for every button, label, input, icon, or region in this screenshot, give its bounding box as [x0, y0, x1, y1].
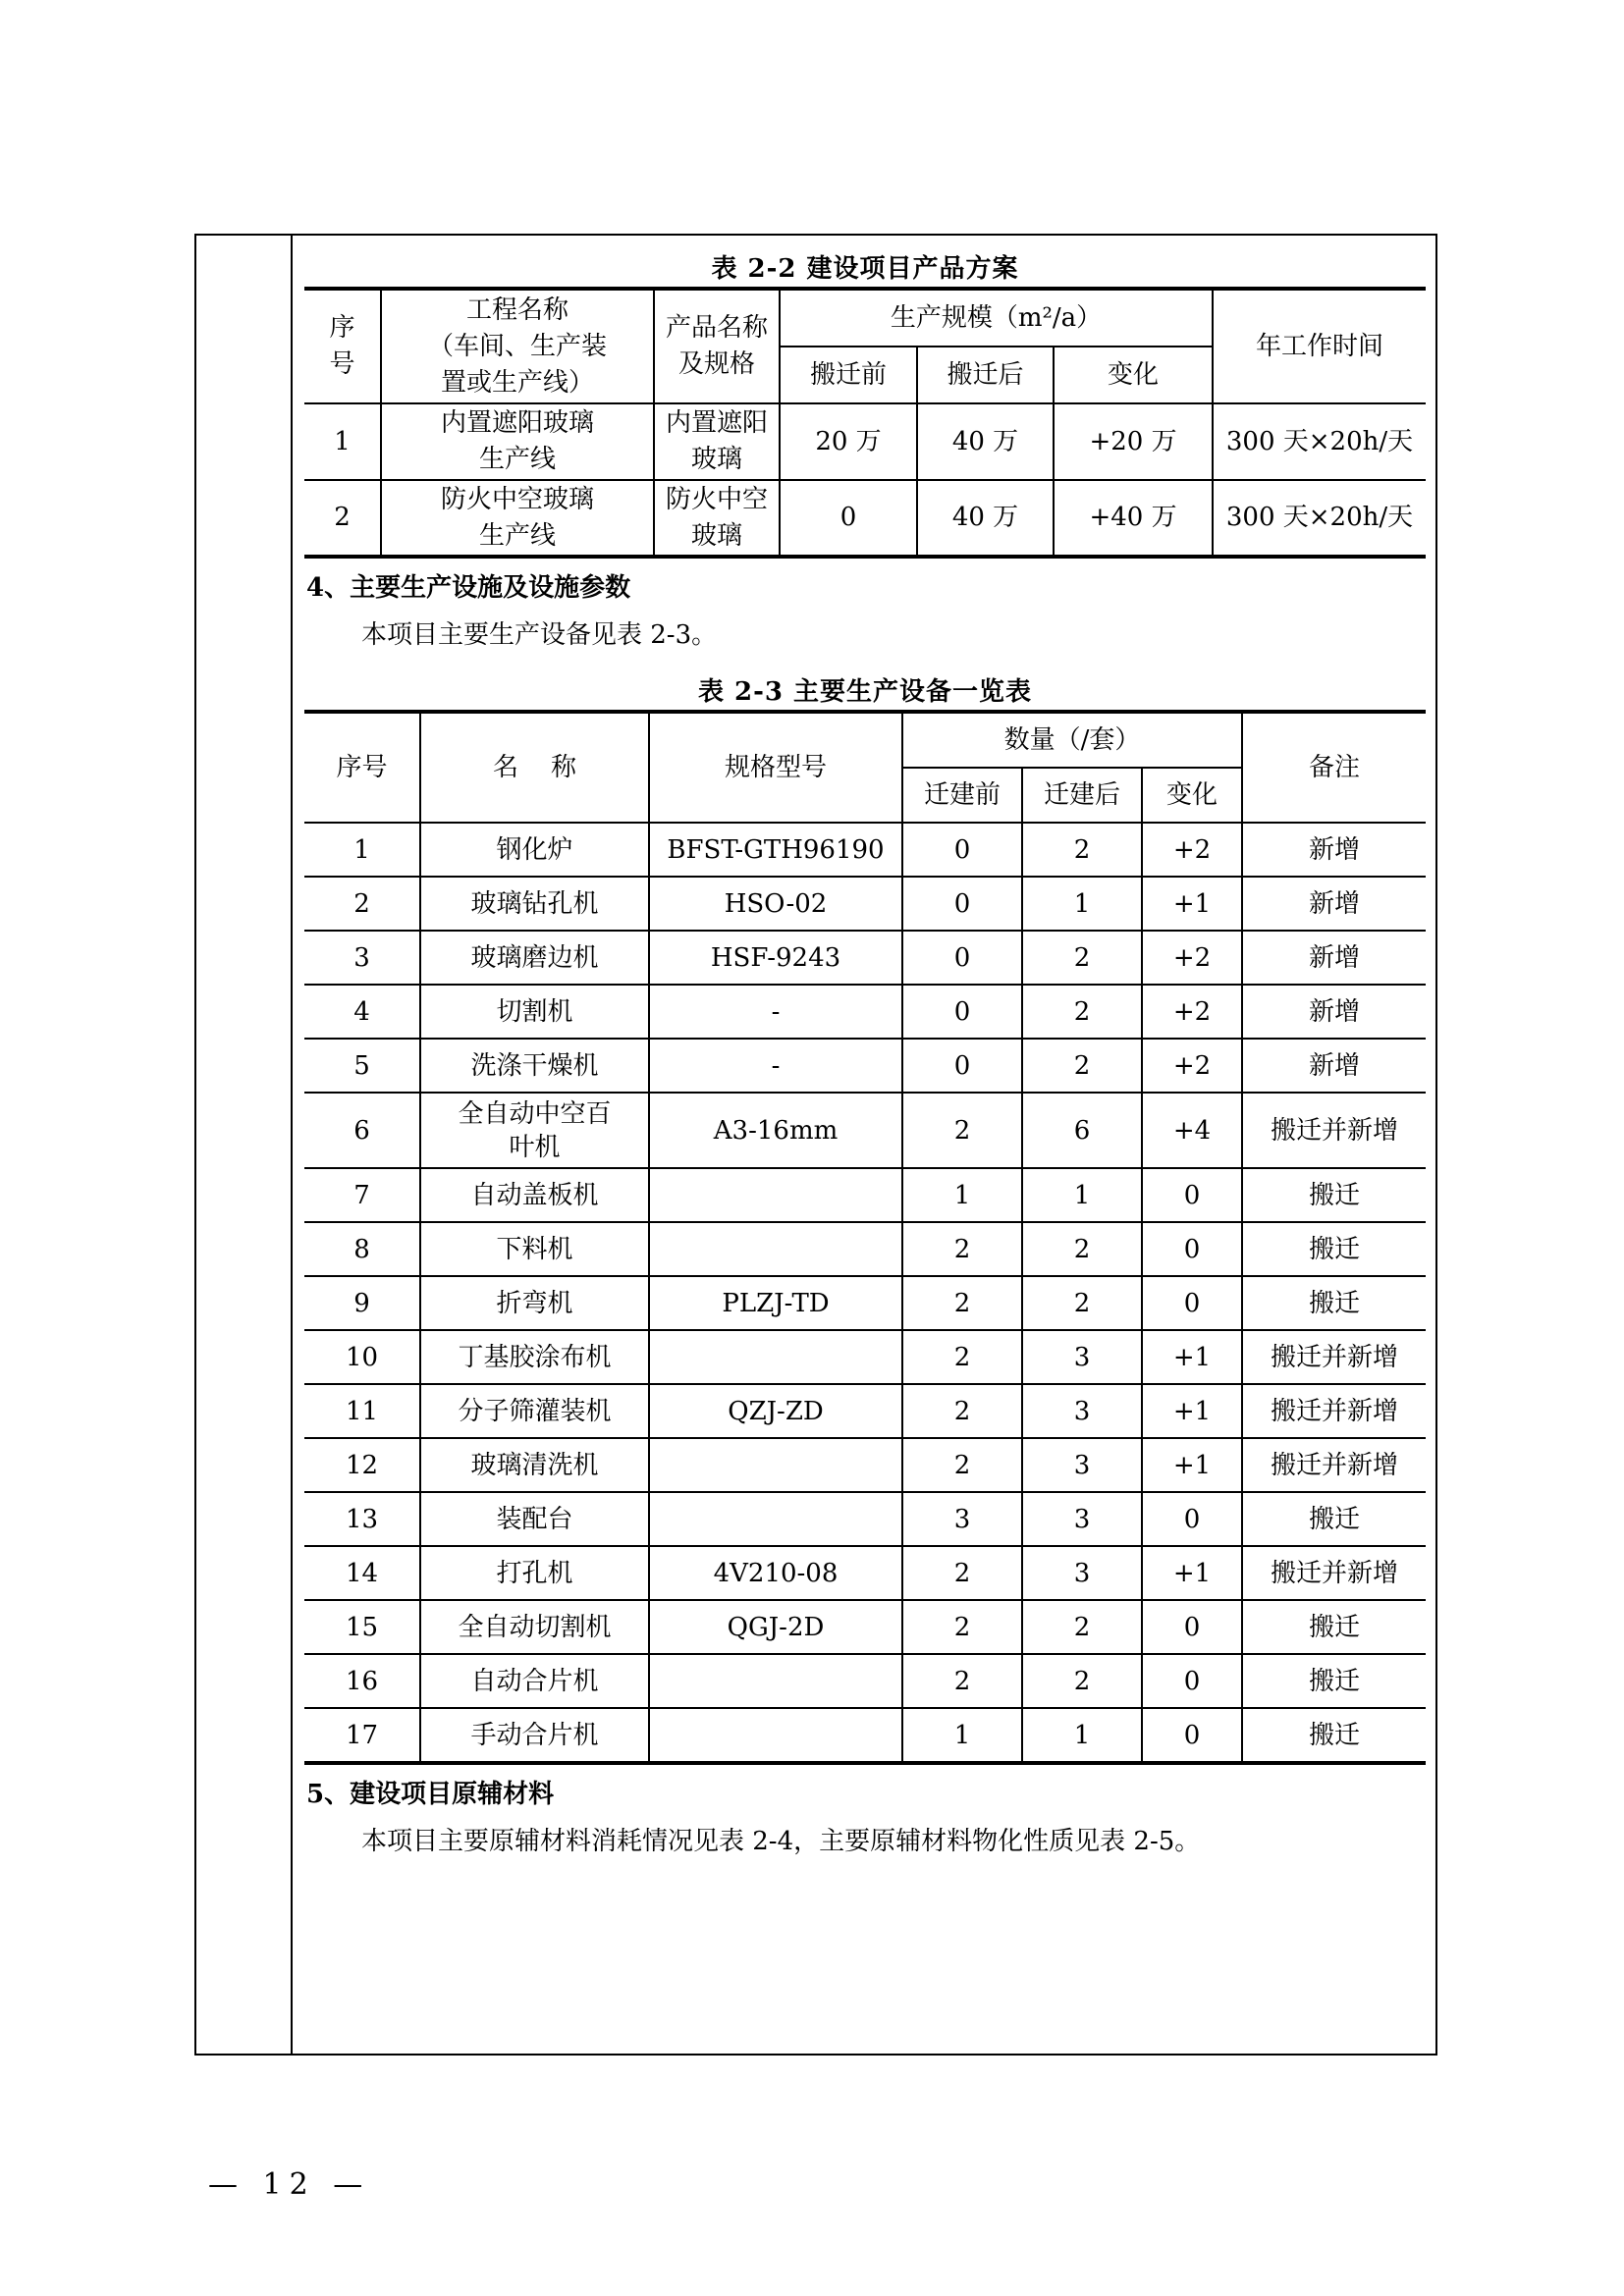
cell-after: 2	[1022, 985, 1142, 1039]
cell-change: +4	[1142, 1093, 1242, 1168]
cell-spec	[649, 1330, 902, 1384]
header-seq: 序号	[304, 712, 420, 823]
cell-change: 0	[1142, 1168, 1242, 1222]
cell-spec	[649, 1438, 902, 1492]
table-row	[304, 1093, 1426, 1168]
cell-spec	[649, 1222, 902, 1276]
cell-change: +40 万	[1054, 480, 1213, 557]
cell-seq: 2	[304, 877, 420, 931]
cell-change: +2	[1142, 1039, 1242, 1093]
cell-before: 0	[902, 1039, 1022, 1093]
table-row	[304, 1330, 1426, 1384]
cell-change: +20 万	[1054, 403, 1213, 480]
cell-name: 自动合片机	[420, 1654, 649, 1708]
cell-change: +2	[1142, 931, 1242, 985]
cell-worktime: 300 天×20h/天	[1213, 403, 1426, 480]
cell-name: 手动合片机	[420, 1708, 649, 1763]
page-number: — 12 —	[208, 2167, 371, 2202]
table-row	[304, 1168, 1426, 1222]
cell-name: 玻璃清洗机	[420, 1438, 649, 1492]
cell-seq: 12	[304, 1438, 420, 1492]
cell-spec	[649, 1168, 902, 1222]
cell-worktime: 300 天×20h/天	[1213, 480, 1426, 557]
cell-before: 20 万	[780, 403, 917, 480]
header-project-name: 工程名称 （车间、生产装 置或生产线）	[381, 289, 654, 403]
cell-change: 0	[1142, 1492, 1242, 1546]
cell-spec	[649, 1492, 902, 1546]
cell-seq: 11	[304, 1384, 420, 1438]
table-row	[304, 823, 1426, 877]
cell-spec: QZJ-ZD	[649, 1384, 902, 1438]
cell-change: 0	[1142, 1276, 1242, 1330]
cell-note: 搬迁	[1242, 1222, 1426, 1276]
cell-note: 搬迁并新增	[1242, 1093, 1426, 1168]
cell-name: 自动盖板机	[420, 1168, 649, 1222]
cell-note: 搬迁	[1242, 1600, 1426, 1654]
cell-note: 搬迁	[1242, 1492, 1426, 1546]
cell-name: 全自动切割机	[420, 1600, 649, 1654]
cell-seq: 16	[304, 1654, 420, 1708]
cell-name: 钢化炉	[420, 823, 649, 877]
cell-before: 2	[902, 1600, 1022, 1654]
cell-spec: -	[649, 1039, 902, 1093]
cell-spec: 4V210-08	[649, 1546, 902, 1600]
cell-spec: HSO-02	[649, 877, 902, 931]
cell-after: 40 万	[917, 403, 1054, 480]
cell-spec: QGJ-2D	[649, 1600, 902, 1654]
table-2-3-title: 表 2-3 主要生产设备一览表	[697, 677, 1033, 707]
cell-before: 2	[902, 1654, 1022, 1708]
cell-before: 2	[902, 1276, 1022, 1330]
cell-name: 丁基胶涂布机	[420, 1330, 649, 1384]
header-after-move: 搬迁后	[917, 347, 1054, 403]
cell-seq: 15	[304, 1600, 420, 1654]
table-2-2-title: 表 2-2 建设项目产品方案	[711, 254, 1019, 284]
cell-change: +1	[1142, 877, 1242, 931]
cell-note: 新增	[1242, 823, 1426, 877]
cell-spec: BFST-GTH96190	[649, 823, 902, 877]
cell-change: +2	[1142, 823, 1242, 877]
cell-change: +1	[1142, 1438, 1242, 1492]
frame-divider	[291, 236, 293, 2054]
cell-note: 搬迁	[1242, 1168, 1426, 1222]
table-row	[304, 480, 1426, 557]
product-plan-table	[304, 287, 1426, 559]
cell-change: +2	[1142, 985, 1242, 1039]
header-change: 变化	[1054, 347, 1213, 403]
cell-name: 洗涤干燥机	[420, 1039, 649, 1093]
table-row	[304, 1384, 1426, 1438]
cell-seq: 17	[304, 1708, 420, 1763]
cell-change: 0	[1142, 1222, 1242, 1276]
cell-name: 打孔机	[420, 1546, 649, 1600]
cell-before: 2	[902, 1222, 1022, 1276]
table-row	[304, 985, 1426, 1039]
cell-after: 1	[1022, 877, 1142, 931]
cell-seq: 4	[304, 985, 420, 1039]
table-row	[304, 1039, 1426, 1093]
cell-after: 3	[1022, 1546, 1142, 1600]
cell-note: 新增	[1242, 1039, 1426, 1093]
cell-seq: 10	[304, 1330, 420, 1384]
cell-before: 2	[902, 1093, 1022, 1168]
cell-before: 0	[902, 823, 1022, 877]
cell-note: 搬迁并新增	[1242, 1438, 1426, 1492]
table-row	[304, 1276, 1426, 1330]
header-note: 备注	[1242, 712, 1426, 823]
cell-note: 搬迁	[1242, 1276, 1426, 1330]
cell-note: 新增	[1242, 877, 1426, 931]
cell-product: 内置遮阳 玻璃	[654, 403, 780, 480]
cell-change: 0	[1142, 1708, 1242, 1763]
cell-after: 2	[1022, 1276, 1142, 1330]
cell-change: +1	[1142, 1330, 1242, 1384]
equipment-list-table	[304, 710, 1426, 1765]
cell-change: 0	[1142, 1654, 1242, 1708]
cell-seq: 9	[304, 1276, 420, 1330]
cell-seq: 2	[304, 480, 381, 557]
cell-spec: HSF-9243	[649, 931, 902, 985]
header-annual-work-time: 年工作时间	[1213, 289, 1426, 403]
cell-change: +1	[1142, 1546, 1242, 1600]
cell-seq: 1	[304, 823, 420, 877]
cell-note: 搬迁	[1242, 1708, 1426, 1763]
header-after-relocation: 迁建后	[1022, 768, 1142, 823]
table-row	[304, 1708, 1426, 1763]
cell-seq: 1	[304, 403, 381, 480]
cell-spec	[649, 1654, 902, 1708]
cell-note: 新增	[1242, 931, 1426, 985]
table-row	[304, 877, 1426, 931]
cell-after: 2	[1022, 823, 1142, 877]
cell-name: 全自动中空百 叶机	[420, 1093, 649, 1168]
header-name: 名 称	[420, 712, 649, 823]
cell-before: 2	[902, 1384, 1022, 1438]
cell-note: 新增	[1242, 985, 1426, 1039]
header-before-move: 搬迁前	[780, 347, 917, 403]
cell-after: 2	[1022, 1222, 1142, 1276]
header-seq: 序 号	[304, 289, 381, 403]
cell-spec: PLZJ-TD	[649, 1276, 902, 1330]
cell-after: 3	[1022, 1384, 1142, 1438]
cell-spec: A3-16mm	[649, 1093, 902, 1168]
cell-change: 0	[1142, 1600, 1242, 1654]
page-content	[304, 234, 1426, 1859]
header-change: 变化	[1142, 768, 1242, 823]
cell-before: 2	[902, 1330, 1022, 1384]
section-5-paragraph: 本项目主要原辅材料消耗情况见表 2-4，主要原辅材料物化性质见表 2-5。	[361, 1827, 1201, 1856]
cell-name: 分子筛灌装机	[420, 1384, 649, 1438]
cell-before: 0	[902, 877, 1022, 931]
cell-name: 装配台	[420, 1492, 649, 1546]
table-row	[304, 1654, 1426, 1708]
cell-before: 0	[902, 931, 1022, 985]
section-5-heading: 5、建设项目原辅材料	[306, 1780, 555, 1809]
cell-note: 搬迁并新增	[1242, 1546, 1426, 1600]
cell-spec: -	[649, 985, 902, 1039]
cell-seq: 13	[304, 1492, 420, 1546]
cell-after: 1	[1022, 1708, 1142, 1763]
table-row	[304, 403, 1426, 480]
table-row	[304, 1492, 1426, 1546]
cell-before: 3	[902, 1492, 1022, 1546]
header-before-relocation: 迁建前	[902, 768, 1022, 823]
cell-name: 玻璃磨边机	[420, 931, 649, 985]
cell-after: 2	[1022, 1039, 1142, 1093]
header-product-name: 产品名称 及规格	[654, 289, 780, 403]
cell-note: 搬迁并新增	[1242, 1384, 1426, 1438]
cell-after: 40 万	[917, 480, 1054, 557]
table-row	[304, 1222, 1426, 1276]
cell-after: 3	[1022, 1492, 1142, 1546]
cell-before: 0	[902, 985, 1022, 1039]
cell-seq: 7	[304, 1168, 420, 1222]
cell-product: 防火中空 玻璃	[654, 480, 780, 557]
table-row	[304, 1546, 1426, 1600]
cell-after: 2	[1022, 1654, 1142, 1708]
table-row	[304, 931, 1426, 985]
cell-seq: 8	[304, 1222, 420, 1276]
cell-name: 下料机	[420, 1222, 649, 1276]
cell-before: 2	[902, 1438, 1022, 1492]
cell-project: 内置遮阳玻璃 生产线	[381, 403, 654, 480]
cell-before: 1	[902, 1708, 1022, 1763]
cell-before: 2	[902, 1546, 1022, 1600]
cell-name: 玻璃钻孔机	[420, 877, 649, 931]
cell-before: 1	[902, 1168, 1022, 1222]
table-row	[304, 1438, 1426, 1492]
header-spec: 规格型号	[649, 712, 902, 823]
section-4-paragraph: 本项目主要生产设备见表 2-3。	[361, 620, 718, 650]
header-production-scale: 生产规模（m²/a）	[780, 289, 1213, 347]
header-quantity: 数量（/套）	[902, 712, 1242, 768]
cell-spec	[649, 1708, 902, 1763]
cell-project: 防火中空玻璃 生产线	[381, 480, 654, 557]
cell-change: +1	[1142, 1384, 1242, 1438]
cell-after: 3	[1022, 1330, 1142, 1384]
cell-seq: 14	[304, 1546, 420, 1600]
cell-before: 0	[780, 480, 917, 557]
cell-note: 搬迁	[1242, 1654, 1426, 1708]
cell-after: 1	[1022, 1168, 1142, 1222]
cell-note: 搬迁并新增	[1242, 1330, 1426, 1384]
cell-after: 3	[1022, 1438, 1142, 1492]
cell-seq: 3	[304, 931, 420, 985]
cell-seq: 6	[304, 1093, 420, 1168]
cell-name: 折弯机	[420, 1276, 649, 1330]
section-4-heading: 4、主要生产设施及设施参数	[306, 573, 631, 603]
equipment-rows	[304, 823, 1426, 1763]
cell-after: 6	[1022, 1093, 1142, 1168]
table-row	[304, 1600, 1426, 1654]
cell-name: 切割机	[420, 985, 649, 1039]
cell-after: 2	[1022, 1600, 1142, 1654]
cell-seq: 5	[304, 1039, 420, 1093]
cell-after: 2	[1022, 931, 1142, 985]
